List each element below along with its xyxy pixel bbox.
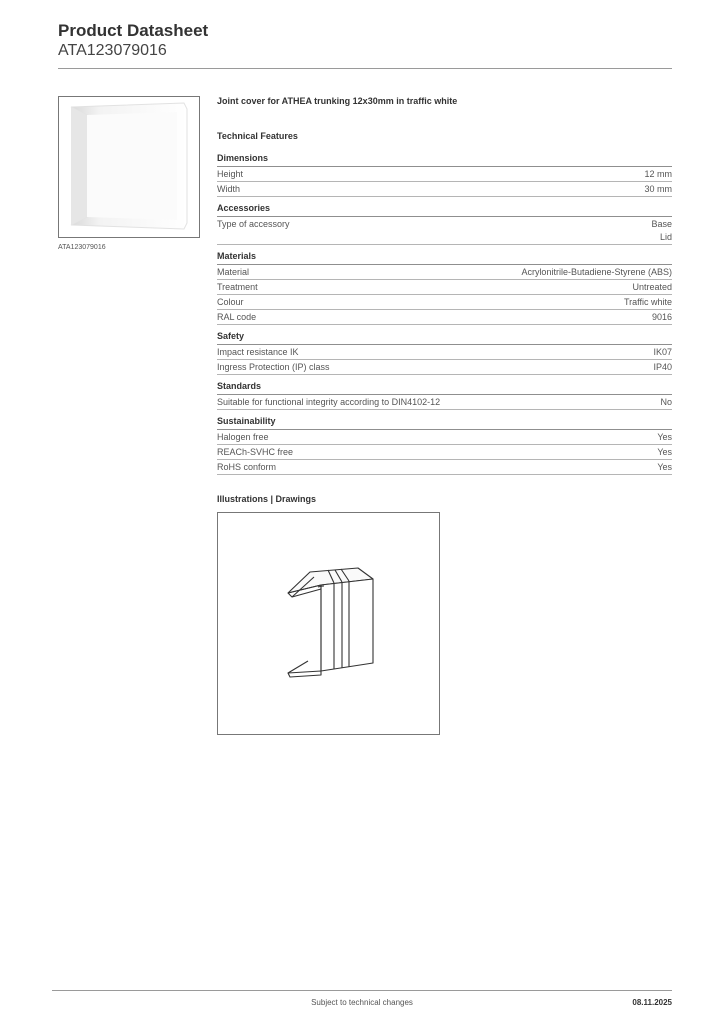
section-sustainability xyxy=(217,414,672,475)
spec-row xyxy=(217,445,672,460)
product-thumbnail xyxy=(58,96,200,238)
section-title: Sustainability xyxy=(217,414,672,430)
spec-value-line: Acrylonitrile-Butadiene-Styrene (ABS) xyxy=(521,267,672,277)
section-dimensions xyxy=(217,151,672,197)
spec-label: Halogen free xyxy=(217,432,269,442)
article-number: ATA123079016 xyxy=(58,42,167,59)
spec-label: Suitable for functional integrity according to DIN4102-12 xyxy=(217,397,441,407)
spec-label: REACh-SVHC free xyxy=(217,447,294,457)
footer-date: 08.11.2025 xyxy=(632,998,672,1007)
spec-value xyxy=(653,361,672,374)
spec-value xyxy=(644,168,672,181)
spec-value-line: 30 mm xyxy=(644,184,672,194)
spec-value xyxy=(657,431,672,444)
product-description: Joint cover for ATHEA trunking 12x30mm in traffic white xyxy=(217,96,458,106)
section-title: Standards xyxy=(217,379,672,395)
page-title: Product Datasheet xyxy=(58,21,209,40)
spec-value-line: No xyxy=(660,397,672,407)
spec-value-line: IP40 xyxy=(653,362,672,372)
spec-label: RAL code xyxy=(217,312,257,322)
spec-value xyxy=(651,218,672,244)
illustrations-title: Illustrations | Drawings xyxy=(217,494,317,504)
spec-row xyxy=(217,217,672,245)
spec-value xyxy=(652,311,672,324)
technical-features-title: Technical Features xyxy=(217,131,298,141)
spec-value xyxy=(660,396,672,409)
spec-label: Colour xyxy=(217,297,244,307)
spec-value-line: Traffic white xyxy=(623,297,672,307)
footer-note: Subject to technical changes xyxy=(311,998,413,1007)
product-photo-icon xyxy=(59,97,199,237)
spec-value-line: Yes xyxy=(657,447,672,457)
section-standards xyxy=(217,379,672,410)
section-accessories xyxy=(217,201,672,245)
spec-row xyxy=(217,280,672,295)
section-materials xyxy=(217,249,672,325)
spec-row xyxy=(217,395,672,410)
header xyxy=(58,20,672,61)
spec-value-line: Lid xyxy=(659,232,672,242)
spec-row xyxy=(217,345,672,360)
spec-value-line: Untreated xyxy=(632,282,672,292)
spec-label: Impact resistance IK xyxy=(217,347,299,357)
technical-drawing xyxy=(217,512,440,735)
section-title: Dimensions xyxy=(217,151,672,167)
footer-divider xyxy=(52,990,672,991)
datasheet-main xyxy=(217,94,672,735)
spec-value xyxy=(657,446,672,459)
spec-value-line: Yes xyxy=(657,462,672,472)
spec-label: RoHS conform xyxy=(217,462,277,472)
spec-value xyxy=(521,266,672,279)
thumbnail-caption: ATA123079016 xyxy=(58,244,106,251)
spec-row xyxy=(217,295,672,310)
joint-cover-drawing-icon xyxy=(218,513,439,734)
technical-sections xyxy=(217,151,672,475)
spec-value xyxy=(653,346,672,359)
spec-value xyxy=(644,183,672,196)
spec-value-line: Base xyxy=(651,219,672,229)
spec-row xyxy=(217,167,672,182)
section-safety xyxy=(217,329,672,375)
spec-row xyxy=(217,360,672,375)
spec-value-line: 9016 xyxy=(651,312,672,322)
spec-label: Ingress Protection (IP) class xyxy=(217,362,330,372)
section-title: Materials xyxy=(217,249,672,265)
spec-value-line: Yes xyxy=(657,432,672,442)
spec-value-line: IK07 xyxy=(653,347,672,357)
spec-row xyxy=(217,310,672,325)
spec-row xyxy=(217,430,672,445)
spec-value xyxy=(624,296,672,309)
header-divider xyxy=(58,68,672,69)
spec-row xyxy=(217,182,672,197)
spec-row xyxy=(217,265,672,280)
spec-value xyxy=(657,461,672,474)
spec-label: Width xyxy=(217,184,241,194)
spec-label: Treatment xyxy=(217,282,258,292)
section-title: Safety xyxy=(217,329,672,345)
spec-value xyxy=(632,281,672,294)
spec-label: Height xyxy=(217,169,244,179)
spec-label: Material xyxy=(217,267,250,277)
spec-row xyxy=(217,460,672,475)
spec-label: Type of accessory xyxy=(217,219,290,229)
section-title: Accessories xyxy=(217,201,672,217)
spec-value-line: 12 mm xyxy=(644,169,672,179)
